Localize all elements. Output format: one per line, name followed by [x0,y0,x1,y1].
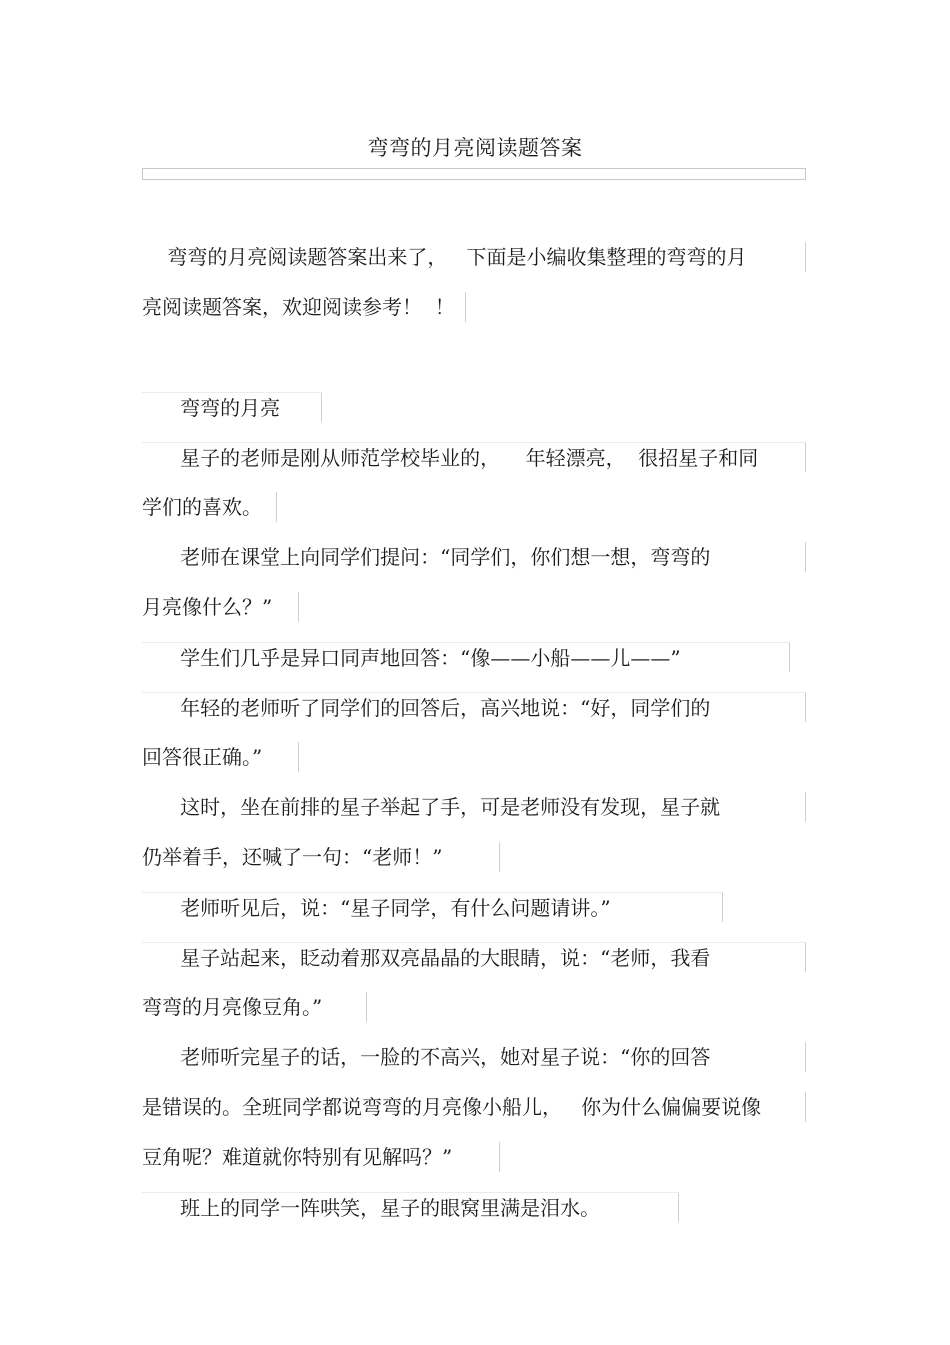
paragraph-9-line-1: 班上的同学一阵哄笑，星子的眼窝里满是泪水。 [142,1192,679,1222]
intro-line-2: 亮阅读题答案，欢迎阅读参考！ ！ [142,292,466,322]
title-divider [142,168,806,180]
paragraph-4-line-1: 年轻的老师听了同学们的回答后，高兴地说：“好，同学们的 [142,692,806,722]
paragraph-5-line-1: 这时，坐在前排的星子举起了手，可是老师没有发现，星子就 [142,792,806,822]
paragraph-7-line-1: 星子站起来，眨动着那双亮晶晶的大眼睛，说：“老师，我看 [142,942,806,972]
story-title: 弯弯的月亮 [142,392,322,422]
paragraph-1-line-2: 学们的喜欢。 [142,492,277,522]
paragraph-4-line-2: 回答很正确。” [142,742,299,772]
paragraph-6-line-1: 老师听见后，说：“星子同学，有什么问题请讲。” [142,892,723,922]
paragraph-2-line-1: 老师在课堂上向同学们提问：“同学们，你们想一想，弯弯的 [142,542,806,572]
paragraph-8-line-2: 是错误的。全班同学都说弯弯的月亮像小船儿， 你为什么偏偏要说像 [142,1092,806,1122]
paragraph-3-line-1: 学生们几乎是异口同声地回答：“像——小船——儿——” [142,642,790,672]
paragraph-5-line-2: 仍举着手，还喊了一句：“老师！” [142,842,500,872]
paragraph-8-line-3: 豆角呢？难道就你特别有见解吗？” [142,1142,500,1172]
page-title: 弯弯的月亮阅读题答案 [367,136,583,160]
paragraph-1-line-1: 星子的老师是刚从师范学校毕业的， 年轻漂亮， 很招星子和同 [142,442,806,472]
paragraph-2-line-2: 月亮像什么？” [142,592,299,622]
paragraph-8-line-1: 老师听完星子的话，一脸的不高兴，她对星子说：“你的回答 [142,1042,806,1072]
intro-line-1: 弯弯的月亮阅读题答案出来了， 下面是小编收集整理的弯弯的月 [142,242,806,272]
paragraph-7-line-2: 弯弯的月亮像豆角。” [142,992,367,1022]
